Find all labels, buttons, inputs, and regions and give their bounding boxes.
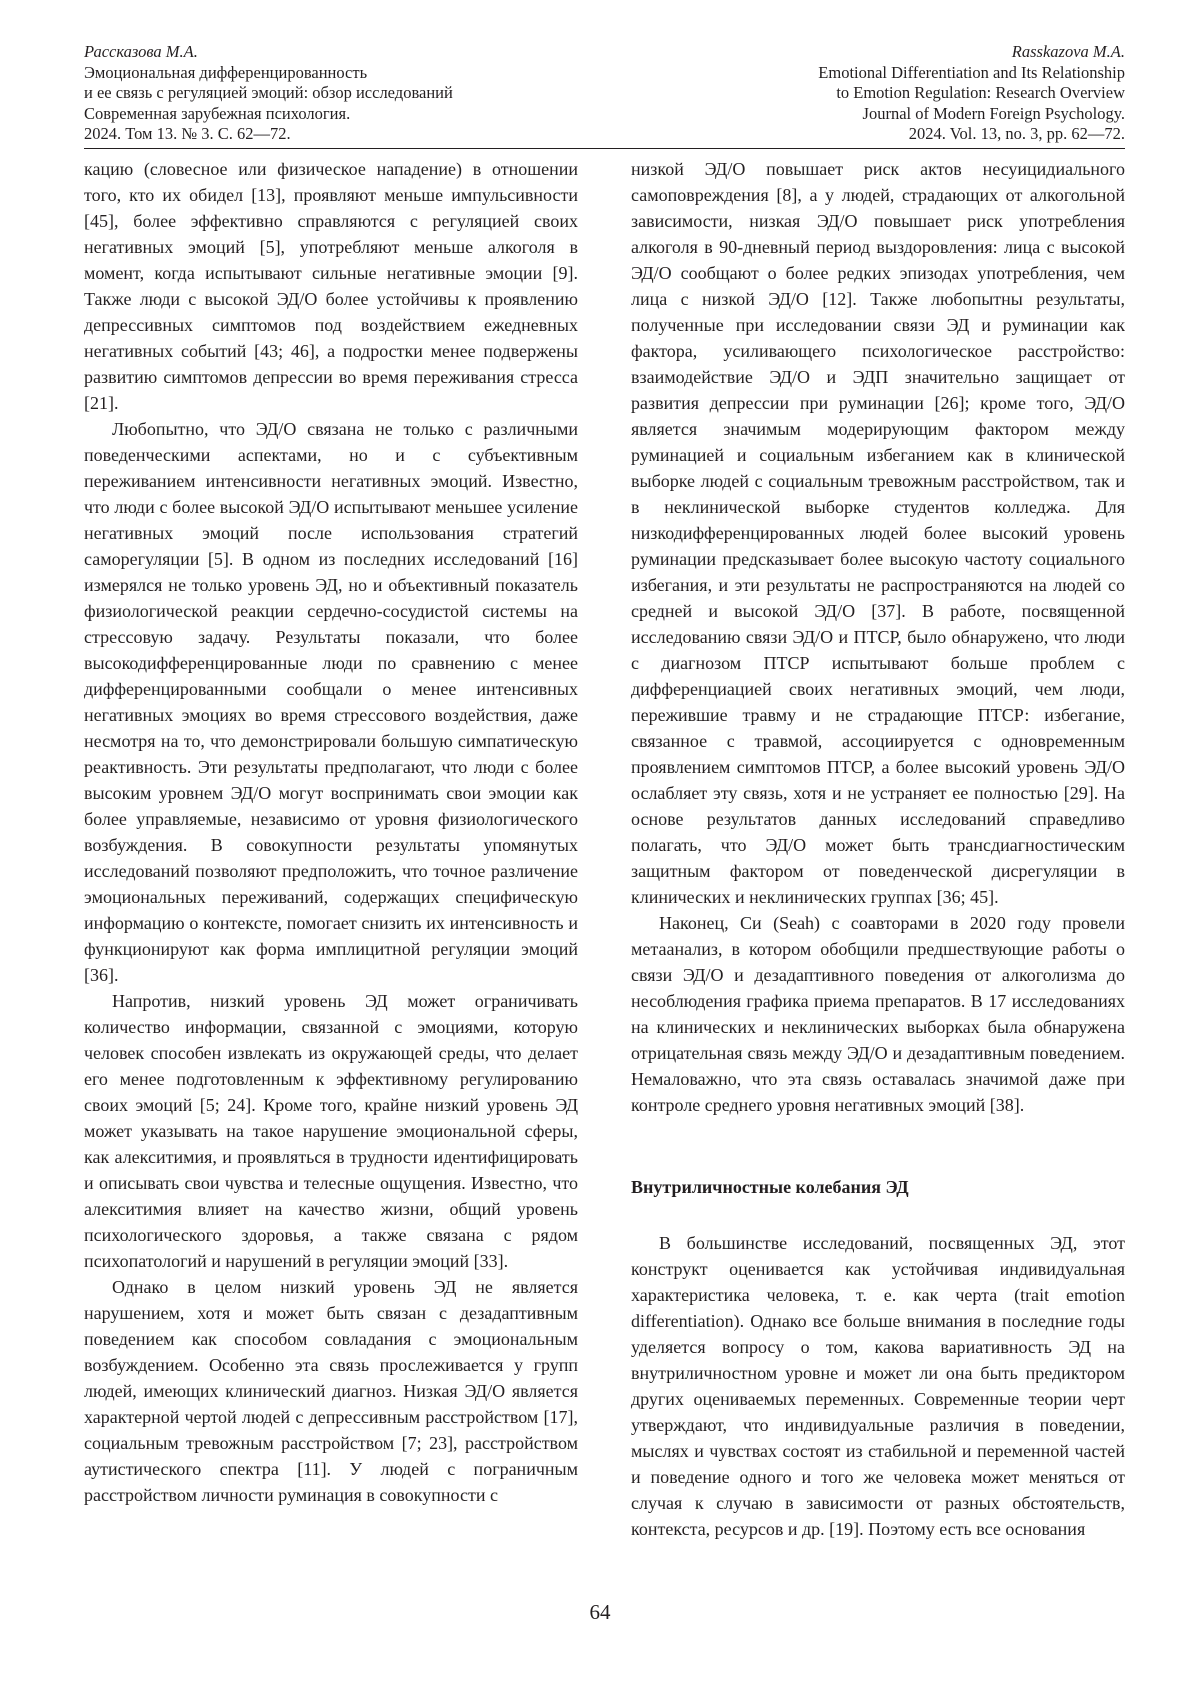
paragraph: низкой ЭД/О повышает риск актов несуицидиального самоповреждения [8], а у людей, страдающих от алкогольной зависимости, низкая ЭД/О повышает риск употребления алкоголя в 90-дневный период выздоровления: лица с высокой ЭД/О сообщают о более редких эпизодах употребления, чем лица с низкой ЭД/О [12]. Также любопытны результаты, полученные при исследовании связи ЭД и руминации как фактора, усиливающего психологическое расстройство: взаимодействие ЭД/О и ЭДП значительно защищает от развития депрессии при руминации [26]; кроме того, ЭД/О является значимым модерирующим фактором между руминацией и социальным избеганием как в клинической выборке людей с социальным тревожным расстройством, так и в неклинической выборке студентов колледжа. Для низкодифференцированных людей более высокий уровень руминации предсказывает более высокую частоту социального избегания, и эти результаты не распространяются на людей со средней и высокой ЭД/О [37]. В работе, посвященной исследованию связи ЭД/О и ПТСР, было обнаружено, что люди с диагнозом ПТСР испытывают больше проблем с дифференциацией своих негативных эмоций, чем люди, пережившие травму и не страдающие ПТСР: избегание, связанное с травмой, ассоциируется с одновременным проявлением симптомов ПТСР, а более высокий уровень ЭД/О ослабляет эту связь, хотя и не устраняет ее полностью [29]. На основе результатов данных исследований справедливо полагать, что ЭД/О может быть трансдиагностическим защитным фактором от поведенческой дисрегуляции в клинических и неклинических группах [36; 45]. xyxy=(631,159,1125,907)
header-issue-en: 2024. Vol. 13, no. 3, pp. 62—72. xyxy=(908,124,1125,143)
right-column xyxy=(631,156,1125,1542)
header-journal-en: Journal of Modern Foreign Psychology. xyxy=(862,103,1125,123)
paragraph: кацию (словесное или физическое нападение) в отношении того, кто их обидел [13], проявляют меньше импульсивности [45], более эффективно справляются с регуляцией своих негативных эмоций [5], употребляют меньше алкоголя в момент, когда испытывают сильные негативные эмоции [9]. Также люди с высокой ЭД/О более устойчивы к проявлению депрессивных симптомов под воздействием ежедневных негативных событий [43; 46], а подростки менее подвержены развитию симптомов депрессии во время переживания стресса [21]. xyxy=(84,159,578,413)
header-journal-ru: Современная зарубежная психология. xyxy=(84,103,351,123)
header-issue-ru: 2024. Том 13. № 3. С. 62—72. xyxy=(84,124,291,143)
header-right xyxy=(640,42,1125,145)
paragraph: Однако в целом низкий уровень ЭД не является нарушением, хотя и может быть связан с дезадаптивным поведением как способом совладания с эмоциональным возбуждением. Особенно эта связь прослеживается у групп людей, имеющих клинический диагноз. Низкая ЭД/О является характерной чертой людей с депрессивным расстройством [17], социальным тревожным расстройством [7; 23], расстройством аутистического спектра [11]. У людей с пограничным расстройством личности руминация в совокупности с xyxy=(84,1277,578,1505)
left-column xyxy=(84,156,578,1508)
header-title-en-line2: to Emotion Regulation: Research Overview xyxy=(836,83,1125,102)
header-divider xyxy=(84,148,1125,149)
header-title-ru-line2: и ее связь с регуляцией эмоций: обзор исследований xyxy=(84,83,453,102)
paragraph: Любопытно, что ЭД/О связана не только с различными поведенческими аспектами, но и с субъективным переживанием интенсивности негативных эмоций. Известно, что люди с более высокой ЭД/О испытывают меньшее усиление негативных эмоций после использования стратегий саморегуляции [5]. В одном из последних исследований [16] измерялся не только уровень ЭД, но и объективный показатель физиологической реакции сердечно-сосудистой системы на стрессовую задачу. Результаты показали, что более высокодифференцированные люди по сравнению с менее дифференцированными сообщали о менее интенсивных негативных эмоциях во время стрессового воздействия, даже несмотря на то, что демонстрировали большую симпатическую реактивность. Эти результаты предполагают, что люди с более высоким уровнем ЭД/О могут воспринимать свои эмоции как более управляемые, независимо от уровня физиологического возбуждения. В совокупности результаты упомянутых исследований позволяют предположить, что точное различение эмоциональных переживаний, содержащих специфическую информацию о контексте, помогает снизить их интенсивность и функционируют как форма имплицитной регуляции эмоций [36]. xyxy=(84,419,578,985)
header-left xyxy=(84,42,564,145)
paragraph: Напротив, низкий уровень ЭД может ограничивать количество информации, связанной с эмоциями, которую человек способен извлекать из окружающей среды, что делает его менее подготовленным к эффективному регулированию своих эмоций [5; 24]. Кроме того, крайне низкий уровень ЭД может указывать на такое нарушение эмоциональной сферы, как алекситимия, и проявляться в трудности идентифицировать и описывать свои чувства и телесные ощущения. Известно, что алекситимия влияет на качество жизни, общий уровень психологического здоровья, а также связана с рядом психопатологий и нарушений в регуляции эмоций [33]. xyxy=(84,991,578,1271)
header-title-en-line1: Emotional Differentiation and Its Relationship xyxy=(818,62,1125,82)
header-title-ru-line1: Эмоциональная дифференцированность xyxy=(84,62,368,82)
page-number: 64 xyxy=(589,1600,611,1624)
section-heading: Внутриличностные колебания ЭД xyxy=(631,1177,909,1197)
header-author-ru: Рассказова М.А. xyxy=(84,42,198,61)
paragraph: Наконец, Си (Seah) с соавторами в 2020 году провели метаанализ, в котором обобщили предшествующие работы о связи ЭД/О и дезадаптивного поведения от алкоголизма до несоблюдения графика приема препаратов. В 17 исследованиях на клинических и неклинических выборках была обнаружена отрицательная связь между ЭД/О и дезадаптивным поведением. Немаловажно, что эта связь оставалась значимой даже при контроле среднего уровня негативных эмоций [38]. xyxy=(631,913,1125,1115)
paragraph: В большинстве исследований, посвященных ЭД, этот конструкт оценивается как устойчивая индивидуальная характеристика человека, т. е. как черта (trait emotion differentiation). Однако все больше внимания в последние годы уделяется вопросу о том, какова вариативность ЭД на внутриличностном уровне и может ли она быть предиктором других оцениваемых переменных. Современные теории черт утверждают, что индивидуальные различия в поведении, мыслях и чувствах состоят из стабильной и переменной частей и поведение одного и того же человека может меняться от случая к случаю в зависимости от разных обстоятельств, контекста, ресурсов и др. [19]. Поэтому есть все основания xyxy=(631,1233,1125,1539)
header-author-en: Rasskazova M.A. xyxy=(1011,42,1125,61)
